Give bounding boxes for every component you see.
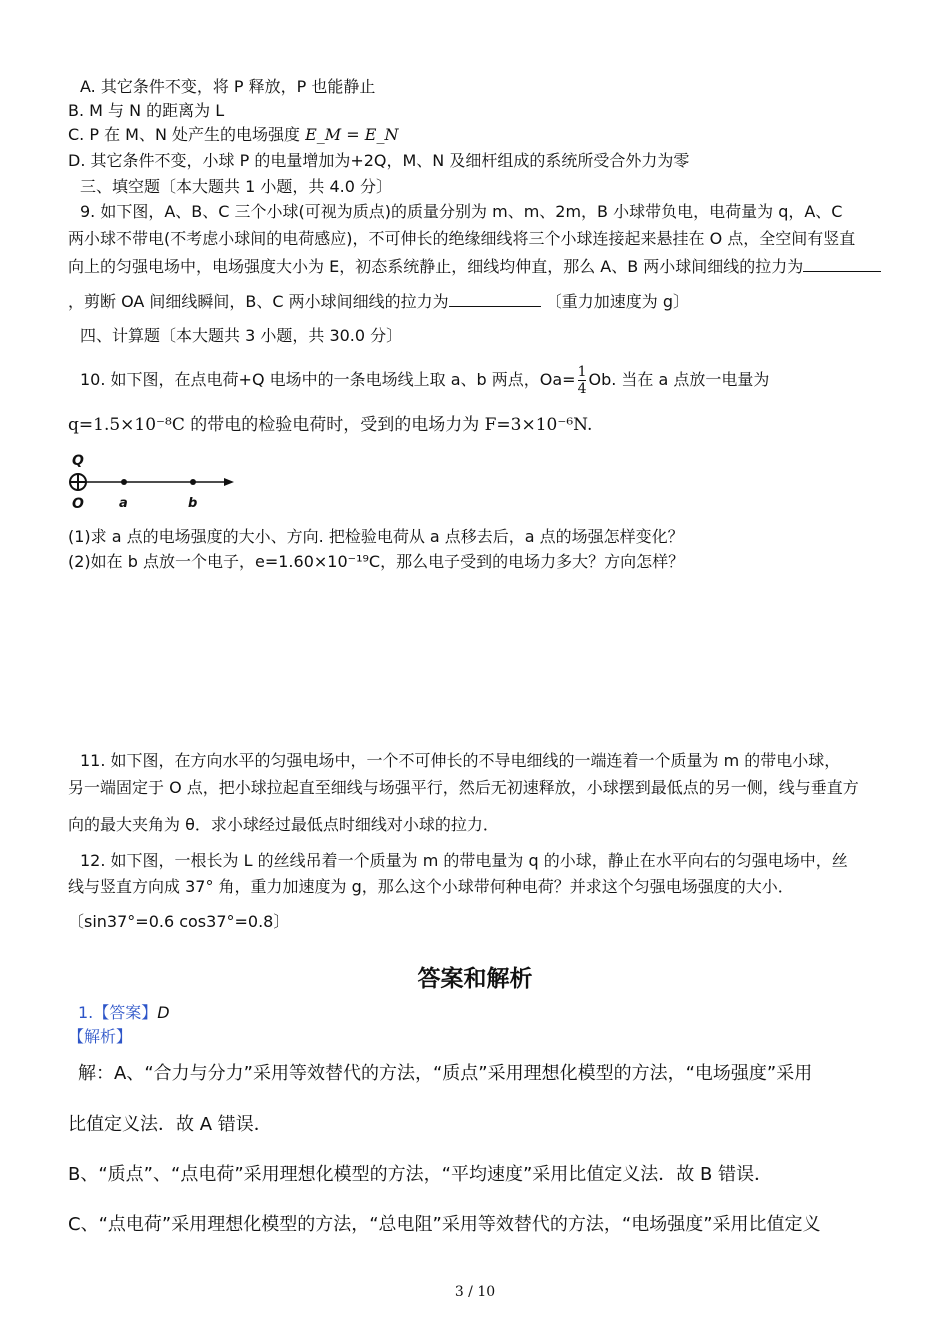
q11-line1: 11. 如下图，在方向水平的匀强电场中，一个不可伸长的不导电细线的一端连着一个质量为 m 的带电小球， [80, 751, 841, 770]
answer-1 [78, 1002, 170, 1024]
analysis-p3: B、“质点”、“点电荷”采用理想化模型的方法，“平均速度”采用比值定义法．故 B 错误． [68, 1164, 773, 1185]
analysis-p2: 比值定义法．故 A 错误． [68, 1114, 272, 1135]
fig-label-o: O [72, 496, 84, 512]
page-number: 3 / 10 [454, 1284, 496, 1300]
q12-line2: 线与竖直方向成 37° 角，重力加速度为 g，那么这个小球带何种电荷？并求这个匀强电场强度的大小． [68, 877, 794, 896]
section-4-heading: 四、计算题〔本大题共 3 小题，共 30.0 分〕 [80, 326, 403, 345]
point-a [121, 479, 127, 485]
q9-answer-blank-2[interactable] [449, 290, 541, 307]
fig-label-b: b [188, 496, 198, 511]
analysis-p1: 解：A、“合力与分力”采用等效替代的方法，“质点”采用理想化模型的方法，“电场强度”采用 [78, 1063, 813, 1084]
option-a: A. 其它条件不变，将 P 释放，P 也能静止 [80, 77, 376, 96]
q10-line2: q=1.5×10⁻⁸C 的带电的检验电荷时，受到的电场力为 F=3×10⁻⁶N. [68, 415, 593, 435]
section-3-heading: 三、填空题〔本大题共 1 小题，共 4.0 分〕 [80, 177, 392, 196]
option-b: B. M 与 N 的距离为 L [68, 101, 225, 120]
q11-line2: 另一端固定于 O 点，把小球拉起直至细线与场强平行，然后无初速释放，小球摆到最低点的另一侧，线与垂直方 [68, 778, 859, 797]
option-c [68, 124, 398, 146]
q9-answer-blank-1[interactable] [803, 255, 881, 272]
q10-sub1: (1)求 a 点的电场强度的大小、方向. 把检验电荷从 a 点移去后，a 点的场强怎样变化？ [68, 527, 684, 546]
q11-line3: 向的最大夹角为 θ．求小球经过最低点时细线对小球的拉力． [68, 815, 499, 834]
q12-line1: 12. 如下图，一根长为 L 的丝线吊着一个质量为 m 的带电量为 q 的小球，静止在水平向右的匀强电场中，丝 [80, 851, 848, 870]
q9-line1: 9. 如下图，A、B、C 三个小球(可视为质点)的质量分别为 m、m、2m，B 小球带负电，电荷量为 q，A、C [80, 202, 843, 221]
q10-fraction [578, 364, 587, 397]
q10-field-line-figure [62, 448, 242, 512]
answer-1-value: D [157, 1003, 170, 1022]
q10-sub2: (2)如在 b 点放一个电子，e=1.60×10⁻¹⁹C，那么电子受到的电场力多大？方向怎样？ [68, 552, 685, 571]
option-d: D. 其它条件不变，小球 P 的电量增加为+2Q，M、N 及细杆组成的系统所受合外力为零 [68, 151, 690, 170]
fig-label-a: a [119, 496, 128, 511]
point-b [190, 479, 196, 485]
field-arrowhead [224, 478, 234, 486]
fraction-denominator: 4 [577, 381, 587, 397]
q10-line1-text-b: Ob. 当在 a 点放一电量为 [588, 370, 770, 389]
fraction-numerator: 1 [577, 364, 587, 380]
analysis-label: 【解析】 [68, 1027, 133, 1046]
q9-line4-text: ，剪断 OA 间细线瞬间，B、C 两小球间细线的拉力为 [68, 292, 449, 311]
option-c-text: C. P 在 M、N 处产生的电场强度 [68, 125, 301, 144]
q9-line3-text: 向上的匀强电场中，电场强度大小为 E，初态系统静止，细线均伸直，那么 A、B 两小球间细线的拉力为 [68, 257, 804, 276]
q10-line1 [80, 364, 769, 397]
q9-line4-note: 〔重力加速度为 g〕 [545, 292, 690, 311]
option-c-formula: E_M = E_N [305, 125, 399, 144]
answer-1-label: 1.【答案】 [78, 1003, 158, 1022]
q12-line3: 〔sin37°=0.6 cos37°=0.8〕 [68, 912, 290, 931]
answers-heading: 答案和解析 [417, 966, 533, 992]
q10-line1-text: 10. 如下图，在点电荷+Q 电场中的一条电场线上取 a、b 两点，Oa= [80, 370, 576, 389]
q9-line3 [68, 255, 881, 278]
fig-label-q: Q [72, 453, 84, 469]
q9-line2: 两小球不带电(不考虑小球间的电荷感应)，不可伸长的绝缘细线将三个小球连接起来悬挂在 O 点，全空间有竖直 [68, 229, 856, 248]
q9-line4 [68, 290, 689, 313]
analysis-p4: C、“点电荷”采用理想化模型的方法，“总电阻”采用等效替代的方法，“电场强度”采用比值定义 [68, 1214, 821, 1235]
